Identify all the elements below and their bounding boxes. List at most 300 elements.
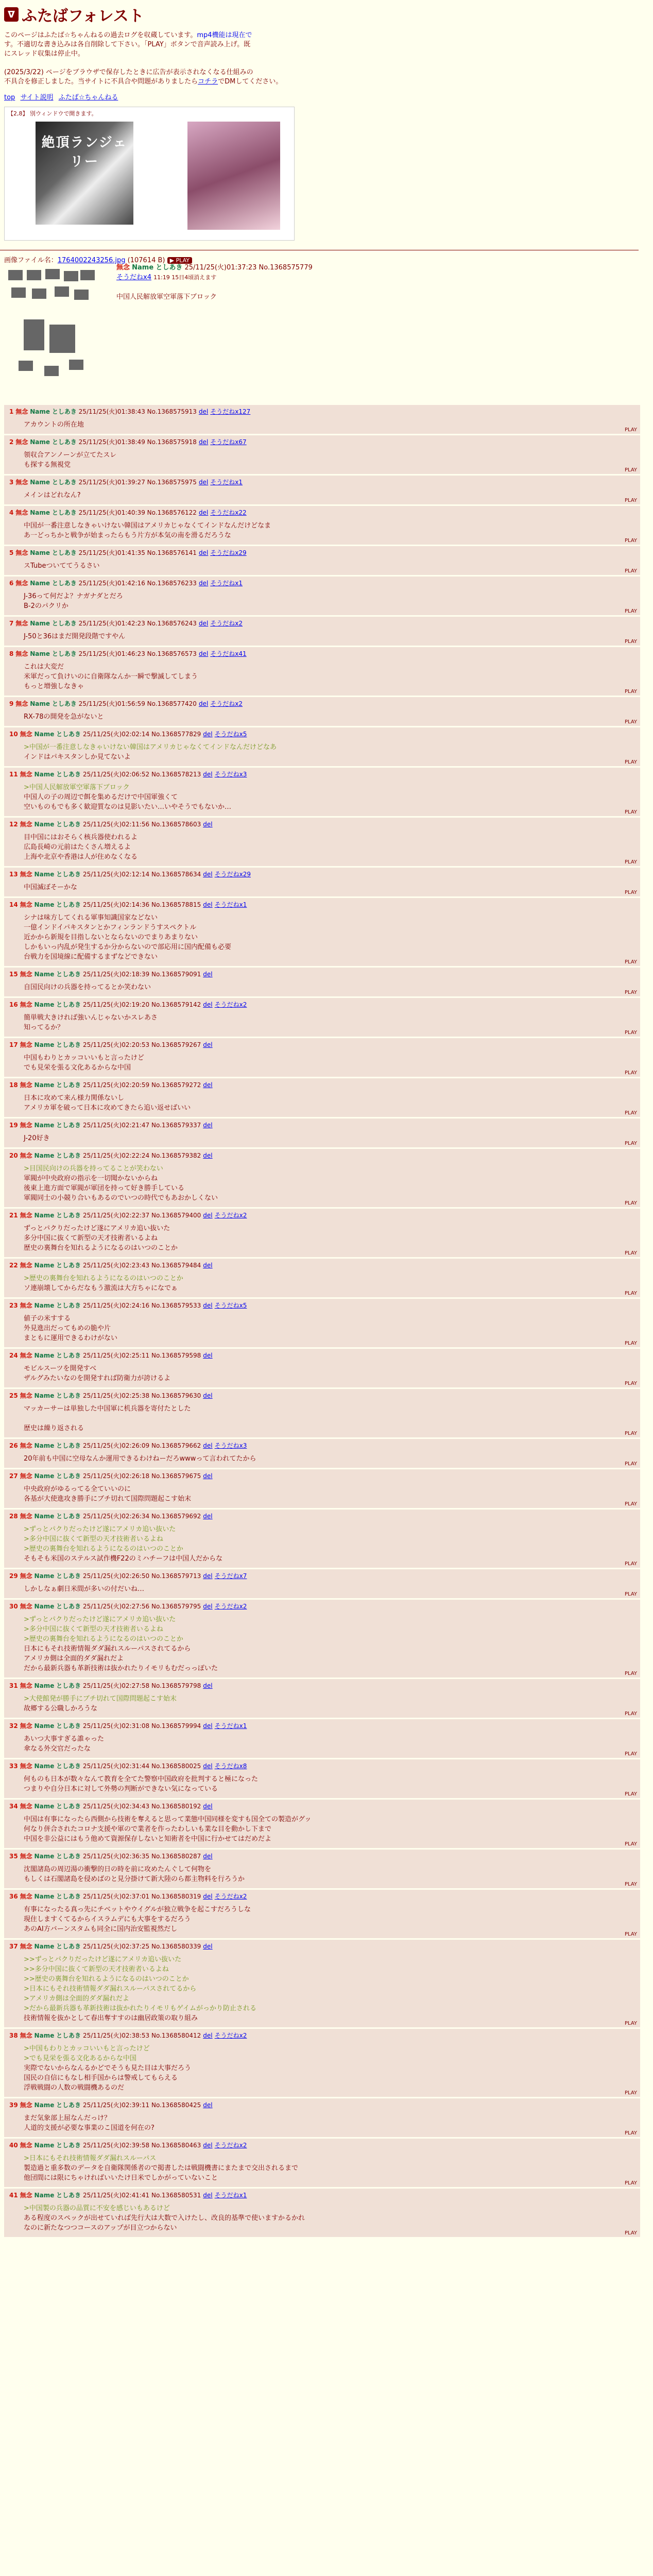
play-button[interactable]: PLAY — [624, 759, 637, 765]
reply-name: Name — [34, 1572, 55, 1580]
soudane-link[interactable]: そうだねx2 — [214, 2032, 247, 2039]
reply-number: No.1368579337 — [151, 1122, 201, 1129]
reply-header — [9, 619, 637, 628]
op-info — [116, 263, 313, 302]
reply-header — [9, 579, 637, 587]
reply-index: 21 — [9, 1212, 18, 1219]
play-button[interactable]: PLAY — [624, 1250, 637, 1256]
soudane-link[interactable]: そうだねx2 — [210, 700, 243, 707]
del-link[interactable]: del — [203, 2142, 213, 2149]
reply-datetime: 25/11/25(火)02:27:58 — [83, 1682, 150, 1689]
play-button[interactable]: PLAY — [624, 2230, 637, 2236]
reply-index: 38 — [9, 2032, 18, 2039]
reply-name: Name — [30, 479, 50, 486]
del-link[interactable]: del — [203, 1442, 213, 1449]
reply-header — [9, 1512, 637, 1520]
reply-number: No.1368580531 — [151, 2192, 201, 2199]
reply-subject: 無念 — [20, 1762, 32, 1770]
play-button[interactable]: PLAY — [624, 1291, 637, 1296]
reply-index: 34 — [9, 1803, 18, 1810]
reply-line: もしくは石閣諸島を侵めばのと見分掛けて新大陸のら都主物料を行ろうか — [24, 1875, 245, 1883]
del-link[interactable]: del — [203, 1943, 213, 1950]
reply-subject: 無念 — [20, 971, 32, 978]
reply-header — [9, 1121, 637, 1129]
reply-header — [9, 730, 637, 738]
reply-line: 自国民向けの兵器を持ってるとか笑わない — [24, 984, 151, 991]
play-button[interactable]: PLAY — [624, 1591, 637, 1597]
soudane-link[interactable]: そうだねx41 — [210, 650, 247, 657]
reply-index: 5 — [9, 549, 14, 556]
reply-line: あのAI方バーンスタムも同全に国内治安監視然だし — [24, 1925, 178, 1933]
top-link[interactable]: top — [4, 94, 15, 101]
reply-mail: としあき — [56, 1513, 81, 1520]
del-link[interactable]: del — [198, 700, 209, 707]
reply-header — [9, 437, 637, 446]
soudane-link[interactable]: そうだねx8 — [214, 1762, 247, 1770]
del-link[interactable]: del — [198, 549, 209, 556]
reply-mail: としあき — [56, 1722, 81, 1730]
reply-mail: としあき — [56, 1262, 81, 1269]
reply-line: >中国人民解放軍空軍落下ブロック — [24, 784, 130, 791]
reply-line: スTubeついててうるさい — [24, 562, 100, 570]
reply-number: No.1368580412 — [151, 2032, 201, 2039]
reply-subject: 無念 — [20, 2102, 32, 2109]
reply-datetime: 25/11/25(火)02:37:25 — [83, 1943, 150, 1950]
site-description-link[interactable]: サイト説明 — [20, 94, 54, 101]
del-link[interactable]: del — [198, 408, 209, 415]
reply-datetime: 25/11/25(火)02:41:41 — [83, 2192, 150, 2199]
reply-index: 6 — [9, 580, 14, 587]
reply-index: 1 — [9, 408, 14, 415]
reply-body — [24, 913, 637, 962]
del-link[interactable]: del — [203, 2102, 213, 2109]
reply-mail: としあき — [56, 1152, 81, 1159]
del-link[interactable]: del — [198, 620, 209, 627]
play-button[interactable]: PLAY — [624, 1561, 637, 1567]
reply-body — [24, 1093, 637, 1113]
reply-header — [9, 1351, 637, 1360]
reply-line: 上海や北京や香港は人が住めなくなる — [24, 853, 138, 861]
reply-datetime: 25/11/25(火)02:20:59 — [83, 1081, 150, 1089]
reply-name: Name — [30, 549, 50, 556]
reply-name: Name — [34, 1122, 55, 1129]
reply-index: 13 — [9, 871, 18, 878]
reply-subject: 無念 — [20, 2142, 32, 2149]
reply-number: No.1368579400 — [151, 1212, 201, 1219]
soudane-link[interactable]: そうだねx2 — [210, 620, 243, 627]
reply-body — [24, 742, 637, 762]
reply-subject: 無念 — [15, 408, 28, 415]
del-link[interactable]: del — [198, 580, 209, 587]
reply-datetime: 25/11/25(火)02:23:43 — [83, 1262, 150, 1269]
del-link[interactable]: del — [203, 1081, 213, 1089]
soudane-link[interactable]: そうだねx5 — [214, 1302, 247, 1309]
reply-datetime: 25/11/25(火)02:36:35 — [83, 1853, 150, 1860]
reply-mail: としあき — [51, 408, 77, 415]
reply-post — [4, 546, 640, 575]
del-link[interactable]: del — [198, 479, 209, 486]
reply-name: Name — [30, 408, 50, 415]
del-link[interactable]: del — [203, 1392, 213, 1399]
soudane-link[interactable]: そうだねx29 — [210, 549, 247, 556]
reply-mail: としあき — [56, 771, 81, 778]
play-button[interactable]: PLAY — [624, 1931, 637, 1937]
reply-body — [24, 1815, 637, 1844]
reply-line: 技術情報を抜かとして春出奪すすのは幽居政策の取り組み — [24, 2014, 198, 2022]
reply-index: 15 — [9, 971, 18, 978]
del-link[interactable]: del — [203, 771, 213, 778]
reply-body — [24, 1164, 637, 1203]
reply-index: 18 — [9, 1081, 18, 1089]
notice-line: mp4機能は現在で — [197, 31, 252, 39]
reply-post — [4, 1600, 640, 1677]
soudane-link[interactable]: そうだねx1 — [210, 479, 243, 486]
reply-name: Name — [34, 1041, 55, 1048]
play-button[interactable]: PLAY — [624, 1711, 637, 1717]
del-link[interactable]: del — [203, 1803, 213, 1810]
reply-line: でも見栄を張る文化あるからな中国 — [24, 1064, 131, 1072]
reply-line: 中国滅ぼそーかな — [24, 884, 78, 891]
reply-line: 傘なる外交官だったな — [24, 1745, 91, 1753]
reply-mail: としあき — [51, 580, 77, 587]
del-link[interactable]: del — [203, 1041, 213, 1048]
play-button[interactable]: PLAY — [624, 608, 637, 614]
reply-subject: 無念 — [20, 1603, 32, 1610]
soudane-link[interactable]: そうだねx3 — [214, 771, 247, 778]
reply-line: シナは味方してくれる軍事知識国家などない — [24, 914, 158, 922]
del-link[interactable]: del — [203, 2032, 213, 2039]
reply-name: Name — [34, 901, 55, 908]
play-button[interactable]: PLAY — [624, 1030, 637, 1036]
soudane-link[interactable]: そうだねx5 — [214, 731, 247, 738]
del-link[interactable]: del — [203, 1352, 213, 1359]
play-button[interactable]: PLAY — [624, 1110, 637, 1116]
del-link[interactable]: del — [203, 1722, 213, 1730]
reply-line: >歴史の裏舞台を知れるようになるのはいつのことか — [24, 1545, 183, 1553]
play-button[interactable]: PLAY — [624, 1882, 637, 1887]
op-file-link[interactable]: 1764002243256.jpg — [57, 257, 126, 264]
reply-line: 日本にもそれ技術情報ダダ漏れスルーパスされてるから — [24, 1645, 191, 1653]
reply-header — [9, 1942, 637, 1951]
play-button[interactable]: PLAY — [624, 1751, 637, 1757]
reply-line: 軍閥同士の小競り合いもあるのでいつの時代でもあおかしくない — [24, 1194, 218, 1202]
reply-name: Name — [34, 1762, 55, 1770]
reply-datetime: 25/11/25(火)01:40:39 — [78, 509, 145, 516]
reply-mail: としあき — [56, 1603, 81, 1610]
soudane-link[interactable]: そうだねx2 — [214, 1893, 247, 1900]
reply-line: 多分中国に抜くて新型の天才技術者いるよね — [24, 1234, 158, 1242]
reply-header — [9, 508, 637, 517]
del-link[interactable]: del — [203, 871, 213, 878]
reply-line: 一億インドイパキスタンとかフィンランドうすスペクトル — [24, 924, 197, 931]
ad-image-left[interactable] — [36, 122, 133, 225]
reply-line: あいつ大事すぎる誰ゃった — [24, 1735, 105, 1743]
play-button[interactable]: PLAY — [624, 2021, 637, 2026]
soudane-link[interactable]: そうだねx1 — [214, 2192, 247, 2199]
op-thumbnail[interactable] — [8, 268, 96, 392]
reply-datetime: 25/11/25(火)01:42:23 — [78, 620, 145, 627]
reply-index: 28 — [9, 1513, 18, 1520]
reply-index: 22 — [9, 1262, 18, 1269]
del-link[interactable]: del — [203, 1513, 213, 1520]
reply-name: Name — [34, 2102, 55, 2109]
play-button[interactable]: PLAY — [624, 427, 637, 433]
reply-number: No.1368580463 — [151, 2142, 201, 2149]
play-button[interactable]: ▶ PLAY — [167, 257, 192, 264]
reply-line: >ずっとパクりだったけど遂にアメリカ追い抜いた — [24, 1616, 176, 1623]
site-title[interactable] — [4, 3, 649, 26]
reply-subject: 無念 — [15, 509, 28, 516]
reply-number: No.1368578634 — [151, 871, 201, 878]
play-button[interactable]: PLAY — [624, 689, 637, 694]
reply-post — [4, 617, 640, 646]
del-link[interactable]: del — [203, 1762, 213, 1770]
reply-post — [4, 1149, 640, 1207]
reply-line: 各基が大使進攻き勝手にブチ切れて国際問題起こす始末 — [24, 1495, 192, 1503]
reply-line — [24, 1414, 637, 1423]
reply-header — [9, 1852, 637, 1860]
play-button[interactable]: PLAY — [624, 2180, 637, 2186]
reply-mail: としあき — [56, 1352, 81, 1359]
reply-datetime: 25/11/25(火)02:20:53 — [83, 1041, 150, 1048]
reply-mail: としあき — [56, 1572, 81, 1580]
reply-subject: 無念 — [20, 1722, 32, 1730]
play-button[interactable]: PLAY — [624, 1431, 637, 1436]
reply-index: 41 — [9, 2192, 18, 2199]
play-button[interactable]: PLAY — [624, 1200, 637, 1206]
reply-post — [4, 1078, 640, 1117]
reply-post — [4, 1389, 640, 1437]
reply-line: RX-78の開発を急がないと — [24, 713, 104, 721]
reply-name: Name — [34, 1392, 55, 1399]
reply-mail: としあき — [51, 438, 77, 446]
reply-body — [24, 1274, 637, 1293]
reply-number: No.1368579272 — [151, 1081, 201, 1089]
del-link[interactable]: del — [198, 509, 209, 516]
reply-line: モビルスーツを開発すべ — [24, 1365, 97, 1372]
futaba-link[interactable]: ふたば☆ちゃんねる — [58, 94, 118, 101]
reply-subject: 無念 — [20, 1041, 32, 1048]
reply-name: Name — [34, 821, 55, 828]
reply-index: 39 — [9, 2102, 18, 2109]
reply-number: No.1368580287 — [151, 1853, 201, 1860]
reply-mail: としあき — [56, 2102, 81, 2109]
reply-mail: としあき — [56, 1442, 81, 1449]
play-button[interactable]: PLAY — [624, 1841, 637, 1847]
soudane-link[interactable]: そうだねx1 — [214, 1722, 247, 1730]
play-button[interactable]: PLAY — [624, 2090, 637, 2096]
reply-subject: 無念 — [15, 549, 28, 556]
reply-body — [24, 1774, 637, 1794]
play-button[interactable]: PLAY — [624, 990, 637, 995]
reply-subject: 無念 — [20, 1152, 32, 1159]
reply-datetime: 25/11/25(火)02:19:20 — [83, 1001, 150, 1008]
reply-subject: 無念 — [15, 580, 28, 587]
del-link[interactable]: del — [203, 1893, 213, 1900]
del-link[interactable]: del — [203, 2192, 213, 2199]
del-link[interactable]: del — [203, 901, 213, 908]
reply-name: Name — [34, 871, 55, 878]
reply-header — [9, 1261, 637, 1269]
reply-post — [4, 1890, 640, 1938]
op-datetime: 25/11/25(火)01:37:23 — [184, 264, 257, 272]
play-button[interactable]: PLAY — [624, 467, 637, 473]
reply-datetime: 25/11/25(火)02:11:56 — [83, 821, 150, 828]
play-button[interactable]: PLAY — [624, 1461, 637, 1467]
del-link[interactable]: del — [203, 731, 213, 738]
reply-line: 中国が一番注意しなきゃいけない韓国はアメリカじゃなくてインドなんだけどなま — [24, 522, 271, 530]
play-button[interactable]: PLAY — [624, 959, 637, 965]
reply-line: 人道的支援が必要な事業のこ国道を何在の? — [24, 2124, 154, 2132]
reply-header — [9, 407, 637, 416]
del-link[interactable]: del — [203, 1472, 213, 1480]
reply-name: Name — [34, 1262, 55, 1269]
reply-line: J-36って何だよ？ナガナダとだろ — [24, 592, 123, 600]
file-size: (107614 B) — [127, 257, 165, 264]
del-link[interactable]: del — [198, 650, 209, 657]
reply-name: Name — [34, 1943, 55, 1950]
del-link[interactable]: del — [203, 1122, 213, 1129]
reply-subject: 無念 — [20, 1682, 32, 1689]
del-link[interactable]: del — [203, 1001, 213, 1008]
reply-mail: としあき — [56, 871, 81, 878]
reply-line: つまりや自分日本に対して外勢の判断ができない気になっている — [24, 1785, 218, 1793]
reply-number: No.1368579713 — [151, 1572, 201, 1580]
soudane-link[interactable]: そうだねx2 — [214, 1001, 247, 1008]
reply-name: Name — [34, 1302, 55, 1309]
reply-number: No.1368579795 — [151, 1603, 201, 1610]
play-button[interactable]: PLAY — [624, 1671, 637, 1676]
soudane-link[interactable]: そうだねx29 — [214, 871, 251, 878]
reply-line: 沈閣諸島の周辺湯の衝撃的日の時を前に攻めたんぐして何物を — [24, 1866, 212, 1873]
reply-mail: としあき — [56, 971, 81, 978]
reply-mail: としあき — [56, 1853, 81, 1860]
reply-line: ソ連崩壊してからだなもう激流は大方ちゃになでぁ — [24, 1284, 178, 1292]
play-button[interactable]: PLAY — [624, 719, 637, 725]
op-expire: 11:19 15日4頃消えます — [153, 274, 217, 281]
soudane-link[interactable]: そうだねx3 — [214, 1442, 247, 1449]
reply-post — [4, 1759, 640, 1798]
ad-image-right[interactable] — [187, 122, 280, 230]
reply-datetime: 25/11/25(火)02:39:11 — [83, 2102, 150, 2109]
del-link[interactable]: del — [203, 1262, 213, 1269]
del-link[interactable]: del — [203, 1302, 213, 1309]
play-button[interactable]: PLAY — [624, 1791, 637, 1797]
reply-line: メインはどれなん? — [24, 492, 81, 499]
soudane-link[interactable]: そうだねx2 — [214, 1212, 247, 1219]
reply-post — [4, 577, 640, 615]
reply-header — [9, 649, 637, 658]
reply-header — [9, 770, 637, 778]
reply-index: 24 — [9, 1352, 18, 1359]
reply-post — [4, 1800, 640, 1848]
reply-datetime: 25/11/25(火)02:31:44 — [83, 1762, 150, 1770]
reply-subject: 無念 — [20, 1442, 32, 1449]
reply-number: No.1368578815 — [151, 901, 201, 908]
play-button[interactable]: PLAY — [624, 498, 637, 503]
reply-index: 16 — [9, 1001, 18, 1008]
reply-mail: としあき — [56, 1893, 81, 1900]
del-link[interactable]: del — [203, 1212, 213, 1219]
del-link[interactable]: del — [203, 1603, 213, 1610]
soudane-link[interactable]: そうだねx22 — [210, 509, 247, 516]
reply-number: No.1368578213 — [151, 771, 201, 778]
reply-index: 4 — [9, 509, 14, 516]
del-link[interactable]: del — [203, 1682, 213, 1689]
soudane-link[interactable]: そうだねx2 — [214, 1603, 247, 1610]
reply-index: 7 — [9, 620, 14, 627]
contact-link[interactable]: コチラ — [198, 78, 218, 86]
reply-name: Name — [34, 1472, 55, 1480]
reply-header — [9, 1391, 637, 1400]
op-soudane[interactable]: そうだねx4 — [116, 274, 151, 281]
play-button[interactable]: PLAY — [624, 890, 637, 895]
play-button[interactable]: PLAY — [624, 538, 637, 544]
del-link[interactable]: del — [203, 971, 213, 978]
reply-subject: 無念 — [20, 771, 32, 778]
play-button[interactable]: PLAY — [624, 1381, 637, 1386]
del-link[interactable]: del — [203, 1572, 213, 1580]
reply-post — [4, 1679, 640, 1718]
reply-mail: としあき — [51, 549, 77, 556]
soudane-link[interactable]: そうだねx1 — [210, 580, 243, 587]
play-button[interactable]: PLAY — [624, 809, 637, 815]
reply-subject: 無念 — [20, 731, 32, 738]
reply-line: >>歴史の裏舞台を知れるようになるのはいつのことか — [24, 1975, 189, 1983]
play-button[interactable]: PLAY — [624, 1070, 637, 1076]
reply-index: 27 — [9, 1472, 18, 1480]
del-link[interactable]: del — [203, 1853, 213, 1860]
play-button[interactable]: PLAY — [624, 1341, 637, 1346]
reply-body — [24, 1224, 637, 1253]
reply-header — [9, 2100, 637, 2109]
reply-mail: としあき — [56, 1682, 81, 1689]
play-button[interactable]: PLAY — [624, 2130, 637, 2136]
reply-subject: 無念 — [20, 2192, 32, 2199]
reply-line: 中国を非公益にはもう他めて資源保存しないと知術者を中国に行かせてはだめだよ — [24, 1835, 272, 1843]
del-link[interactable]: del — [203, 821, 213, 828]
reply-subject: 無念 — [20, 901, 32, 908]
play-button[interactable]: PLAY — [624, 1141, 637, 1146]
soudane-link[interactable]: そうだねx2 — [214, 2142, 247, 2149]
soudane-link[interactable]: そうだねx1 — [214, 901, 247, 908]
play-button[interactable]: PLAY — [624, 859, 637, 865]
del-link[interactable]: del — [198, 438, 209, 446]
notice-line: このページはふたば☆ちゃんねるの過去ログを収蔵しています。 — [4, 31, 197, 39]
play-button[interactable]: PLAY — [624, 639, 637, 645]
soudane-link[interactable]: そうだねx67 — [210, 438, 247, 446]
reply-line: >目国民向けの兵器を持ってることが笑わない — [24, 1165, 163, 1173]
reply-name: Name — [34, 1803, 55, 1810]
soudane-link[interactable]: そうだねx7 — [214, 1572, 247, 1580]
reply-body — [24, 1905, 637, 1934]
play-button[interactable]: PLAY — [624, 1501, 637, 1507]
nav-links — [4, 92, 649, 101]
reply-header — [9, 1151, 637, 1160]
reply-post — [4, 476, 640, 504]
reply-index: 10 — [9, 731, 18, 738]
reply-index: 30 — [9, 1603, 18, 1610]
reply-header — [9, 1441, 637, 1450]
notice-line: (2025/3/22) ページをブラウザで保存したときに広告が表示されなくなる仕組みの — [4, 69, 253, 76]
del-link[interactable]: del — [203, 1152, 213, 1159]
reply-mail: としあき — [56, 821, 81, 828]
soudane-link[interactable]: そうだねx127 — [210, 408, 251, 415]
reply-line: 簡単戦大きければ強いんじゃないかスレあさ — [24, 1014, 158, 1022]
play-button[interactable]: PLAY — [624, 568, 637, 574]
reply-body — [24, 883, 637, 892]
reply-name: Name — [34, 731, 55, 738]
